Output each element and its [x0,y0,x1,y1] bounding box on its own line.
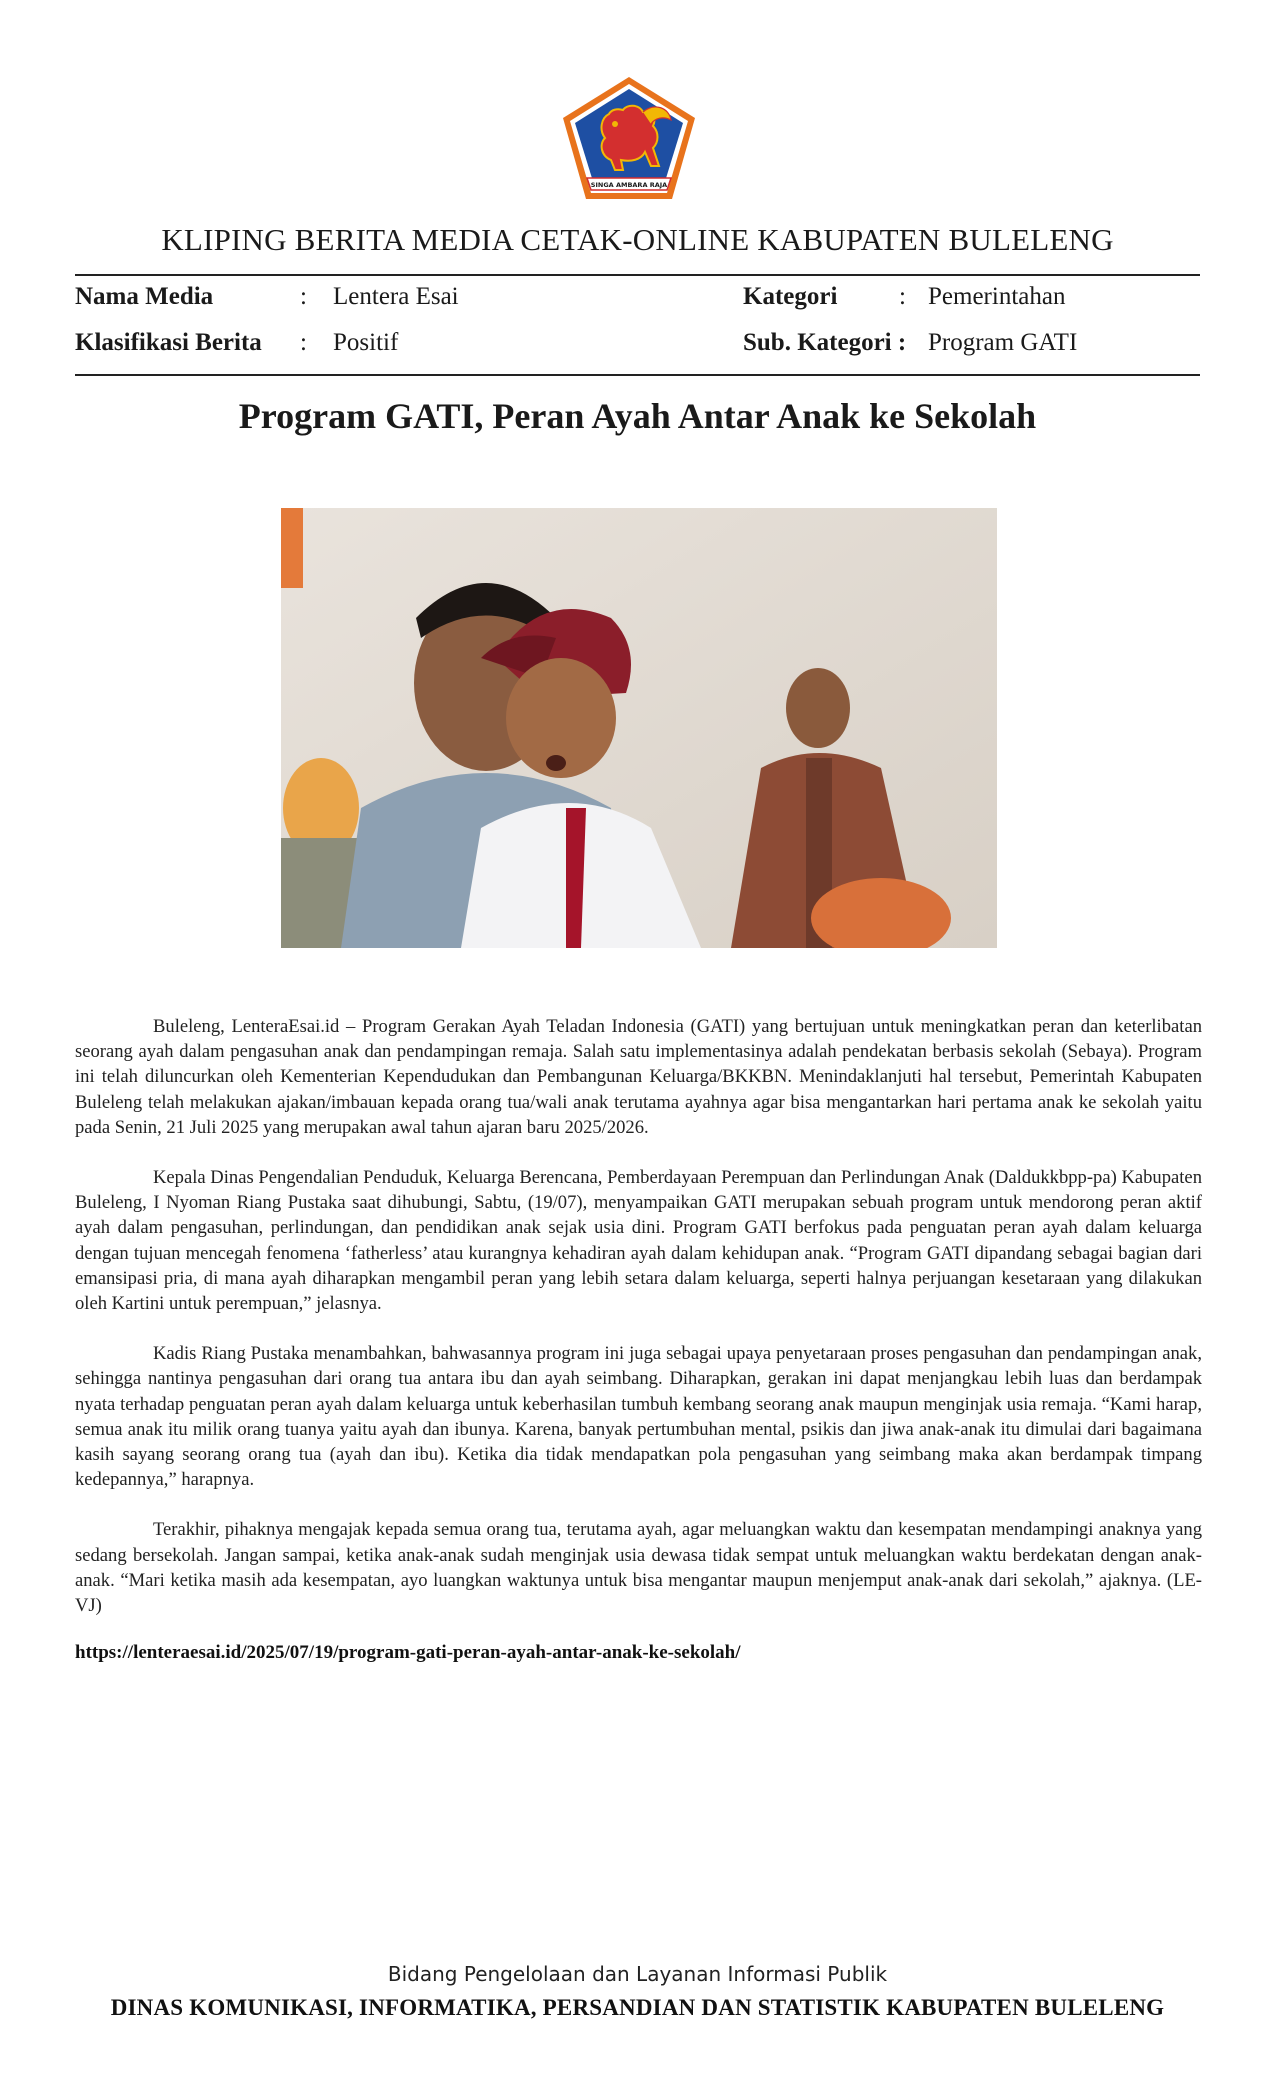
media-value: Lentera Esai [333,283,459,310]
article-body [75,1014,1202,1643]
paragraph-2: Kepala Dinas Pengendalian Penduduk, Keluarga Berencana, Pemberdayaan Perempuan dan Perlindungan Anak (Daldukkbpp-pa) Kabupaten Buleleng, I Nyoman Riang Pustaka saat dihubungi, Sabtu, (19/07), menyampaikan GATI merupakan sebuah program untuk mendorong peran aktif ayah dalam pengasuhan, perlindungan, dan pendidikan anak sejak usia dini. Program GATI berfokus pada penguatan peran ayah dalam keluarga dengan tujuan mencegah fenomena ‘fatherless’ atau kurangnya kehadiran ayah dalam kehidupan anak. “Program GATI dipandang sebagai bagian dari emansipasi pria, di mana ayah diharapkan mengambil peran yang lebih setara dalam keluarga, seperti halnya perjuangan kesetaraan yang dilakukan oleh Kartini untuk perempuan,” jelasnya. [75,1167,1202,1315]
media-label: Nama Media [75,283,214,310]
article-title: Program GATI, Peran Ayah Antar Anak ke Sekolah [238,396,1037,436]
subkategori-value: Program GATI [928,329,1078,356]
document-title: KLIPING BERITA MEDIA CETAK-ONLINE KABUPATEN BULELENG [161,222,1114,257]
klasifikasi-label: Klasifikasi Berita [75,329,262,356]
klasifikasi-value: Positif [333,329,399,356]
source-link[interactable]: https://lenteraesai.id/2025/07/19/program-gati-peran-ayah-antar-anak-ke-sekolah/ [75,1642,741,1663]
kabupaten-buleleng-logo [559,74,699,202]
paragraph-3: Kadis Riang Pustaka menambahkan, bahwasannya program ini juga sebagai upaya penyetaraan proses pengasuhan dan pendampingan anak, sehingga nantinya pengasuhan dari orang tua antara ibu dan ayah seimbang. Diharapkan, gerakan ini dapat menjangkau lebih luas dan berdampak nyata terhadap penguatan peran ayah dalam keluarga untuk keberhasilan tumbuh kembang seorang anak maupun menginjak usia remaja. “Kami harap, semua anak itu milik orang tuanya yaitu ayah dan ibunya. Karena, banyak pertumbuhan mental, psikis dan jiwa anak-anak itu dimulai dari bagaimana kasih sayang seorang orang tua (ayah dan ibu). Ketika dia tidak mendapatkan pola pengasuhan yang seimbang maka akan berdampak timpang kedepannya,” harapnya. [75,1343,1202,1491]
kategori-value: Pemerintahan [928,283,1066,310]
footer-department: Bidang Pengelolaan dan Layanan Informasi Publik [387,1962,888,1986]
article-photo [281,508,997,948]
top-divider [75,274,1200,276]
bottom-divider [75,374,1200,376]
kategori-label: Kategori [743,283,838,310]
paragraph-4: Terakhir, pihaknya mengajak kepada semua orang tua, terutama ayah, agar meluangkan waktu dan kesempatan mendampingi anaknya yang sedang bersekolah. Jangan sampai, ketika anak-anak sudah menginjak usia dewasa tidak sempat untuk meluangkan waktu berdekatan dengan anak-anak. “Mari ketika masih ada kesempatan, ayo luangkan waktunya untuk bisa mengantar maupun menjemput anak-anak dari sekolah,” ajaknya. (LE-VJ) [75,1519,1202,1617]
subkategori-label: Sub. Kategori : [743,329,907,356]
paragraph-1: Buleleng, LenteraEsai.id – Program Gerakan Ayah Teladan Indonesia (GATI) yang bertujuan untuk meningkatkan peran dan keterlibatan seorang ayah dalam pengasuhan anak dan pendampingan remaja. Salah satu implementasinya adalah pendekatan berbasis sekolah (Sebaya). Program ini telah diluncurkan oleh Kementerian Kependudukan dan Pembangunan Keluarga/BKKBN. Menindaklanjuti hal tersebut, Pemerintah Kabupaten Buleleng telah melakukan ajakan/imbauan kepada orang tua/wali anak terutama ayahnya agar bisa mengantarkan hari pertama anak ke sekolah yaitu pada Senin, 21 Juli 2025 yang merupakan awal tahun ajaran baru 2025/2026. [75,1016,1202,1138]
kategori-separator: : [899,283,906,310]
klasifikasi-separator: : [300,329,307,356]
footer-agency: DINAS KOMUNIKASI, INFORMATIKA, PERSANDIAN DAN STATISTIK KABUPATEN BULELENG [110,1995,1165,2020]
logo-motto: SINGA AMBARA RAJA [590,181,668,189]
media-separator: : [300,283,307,310]
